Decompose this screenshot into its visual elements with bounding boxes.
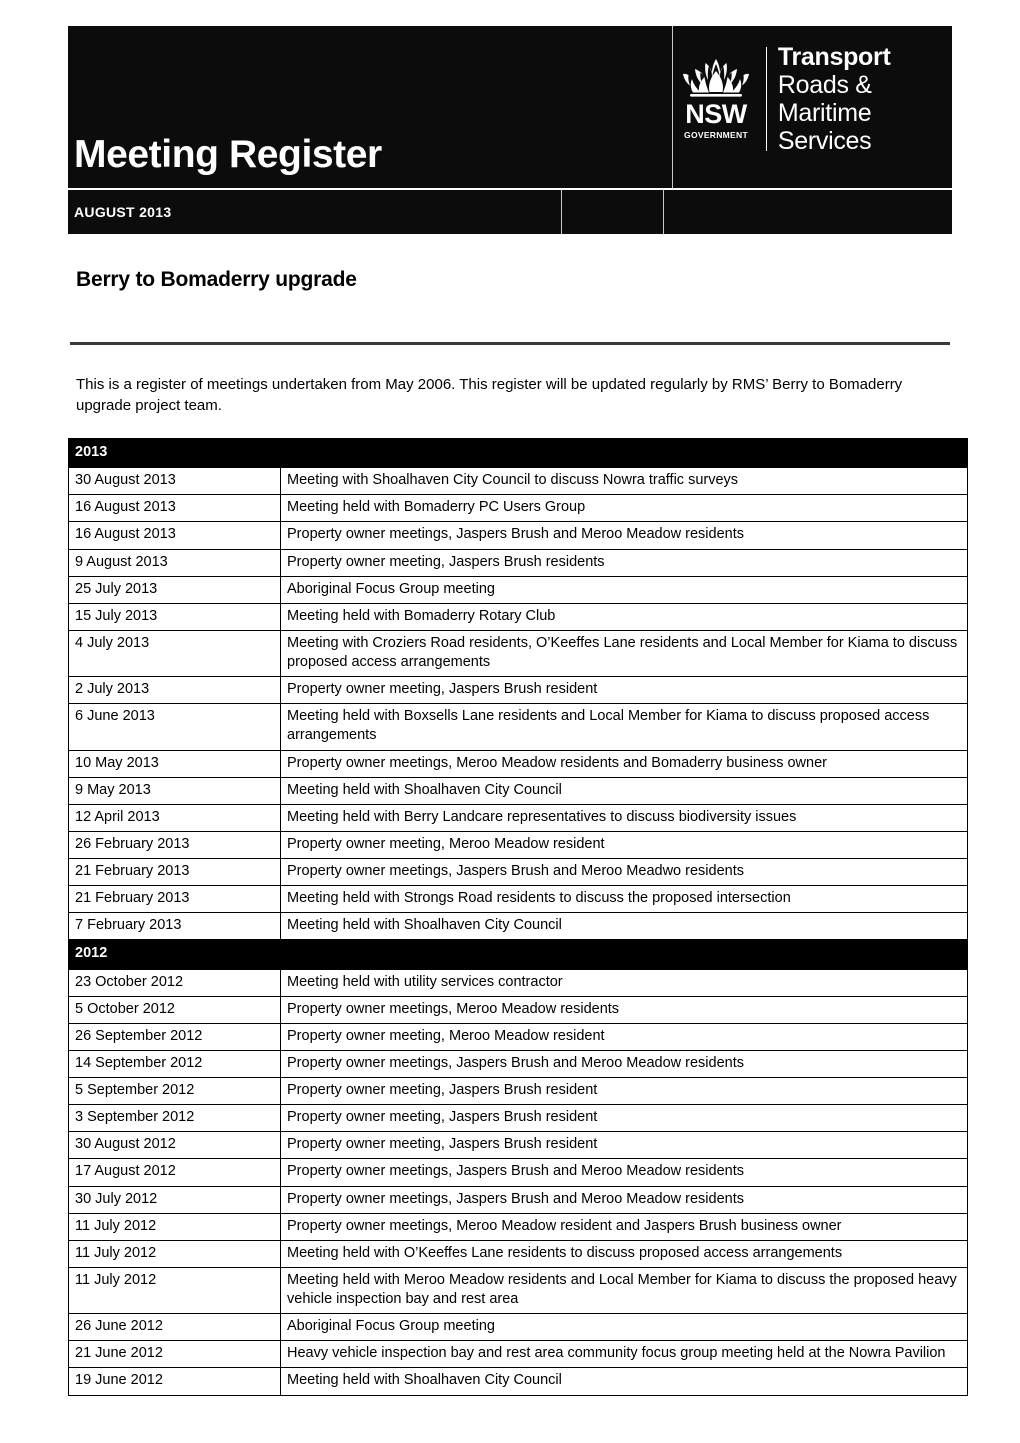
meeting-description-cell: Meeting held with Boxsells Lane residents and Local Member for Kiama to discuss proposed access arrangements bbox=[281, 704, 968, 750]
masthead-date-cell bbox=[68, 190, 561, 234]
meeting-description-cell: Meeting held with O’Keeffes Lane residents to discuss proposed access arrangements bbox=[281, 1240, 968, 1267]
meeting-description-cell: Property owner meeting, Jaspers Brush resident bbox=[281, 1078, 968, 1105]
meeting-date-cell: 17 August 2012 bbox=[69, 1159, 281, 1186]
table-row bbox=[69, 996, 968, 1023]
logo-wordmark-lines bbox=[778, 43, 952, 155]
meeting-date-cell: 12 April 2013 bbox=[69, 804, 281, 831]
table-row bbox=[69, 1267, 968, 1313]
table-row bbox=[69, 1078, 968, 1105]
meeting-date-cell: 21 February 2013 bbox=[69, 886, 281, 913]
meeting-description-cell: Meeting held with utility services contractor bbox=[281, 969, 968, 996]
meeting-date-cell: 3 September 2012 bbox=[69, 1105, 281, 1132]
meeting-date-cell: 11 July 2012 bbox=[69, 1267, 281, 1313]
meeting-description-cell: Property owner meeting, Jaspers Brush resident bbox=[281, 1132, 968, 1159]
issue-date: AUGUST 2013 bbox=[74, 204, 172, 220]
table-row bbox=[69, 1050, 968, 1077]
masthead-top-row bbox=[68, 26, 952, 188]
meeting-date-cell: 26 June 2012 bbox=[69, 1314, 281, 1341]
meeting-date-cell: 30 August 2013 bbox=[69, 468, 281, 495]
meeting-date-cell: 26 February 2013 bbox=[69, 831, 281, 858]
masthead-banner bbox=[68, 26, 952, 234]
table-row bbox=[69, 1105, 968, 1132]
meeting-description-cell: Meeting held with Shoalhaven City Council bbox=[281, 1368, 968, 1395]
year-header-row bbox=[69, 439, 968, 468]
table-row bbox=[69, 1132, 968, 1159]
masthead-title-cell bbox=[68, 26, 672, 188]
meeting-description-cell: Meeting held with Bomaderry Rotary Club bbox=[281, 603, 968, 630]
table-row bbox=[69, 750, 968, 777]
year-header-row bbox=[69, 940, 968, 969]
table-row bbox=[69, 831, 968, 858]
year-label: 2012 bbox=[69, 940, 968, 969]
meeting-date-cell: 21 February 2013 bbox=[69, 859, 281, 886]
meeting-description-cell: Property owner meetings, Jaspers Brush and Meroo Meadow residents bbox=[281, 1159, 968, 1186]
meeting-date-cell: 19 June 2012 bbox=[69, 1368, 281, 1395]
meeting-description-cell: Property owner meetings, Meroo Meadow residents bbox=[281, 996, 968, 1023]
table-row bbox=[69, 886, 968, 913]
meeting-description-cell: Property owner meetings, Jaspers Brush and Meroo Meadow residents bbox=[281, 522, 968, 549]
meeting-description-cell: Meeting held with Shoalhaven City Council bbox=[281, 777, 968, 804]
meeting-description-cell: Meeting with Croziers Road residents, O’Keeffes Lane residents and Local Member for Kiama to discuss proposed access arrangements bbox=[281, 630, 968, 676]
intro-paragraph: This is a register of meetings undertaken from May 2006. This register will be updated regularly by RMS’ Berry to Bomaderry upgrade project team. bbox=[76, 376, 903, 415]
table-row bbox=[69, 630, 968, 676]
meeting-date-cell: 14 September 2012 bbox=[69, 1050, 281, 1077]
meeting-date-cell: 15 July 2013 bbox=[69, 603, 281, 630]
transport-nsw-logo bbox=[677, 43, 952, 155]
table-row bbox=[69, 969, 968, 996]
meeting-description-cell: Property owner meetings, Jaspers Brush and Meroo Meadow residents bbox=[281, 1050, 968, 1077]
year-label: 2013 bbox=[69, 439, 968, 468]
meeting-description-cell: Meeting held with Berry Landcare representatives to discuss biodiversity issues bbox=[281, 804, 968, 831]
page-title: Meeting Register bbox=[74, 133, 382, 176]
masthead-blank-cell-2 bbox=[664, 190, 952, 234]
meeting-date-cell: 2 July 2013 bbox=[69, 677, 281, 704]
table-row bbox=[69, 777, 968, 804]
meeting-description-cell: Property owner meetings, Meroo Meadow residents and Bomaderry business owner bbox=[281, 750, 968, 777]
table-row bbox=[69, 804, 968, 831]
meeting-date-cell: 9 May 2013 bbox=[69, 777, 281, 804]
meeting-date-cell: 30 July 2012 bbox=[69, 1186, 281, 1213]
masthead-blank-cell-1 bbox=[562, 190, 663, 234]
meeting-date-cell: 5 October 2012 bbox=[69, 996, 281, 1023]
meeting-description-cell: Aboriginal Focus Group meeting bbox=[281, 576, 968, 603]
masthead-bottom-row bbox=[68, 190, 952, 234]
heading-divider-rule bbox=[70, 342, 950, 345]
meeting-description-cell: Property owner meeting, Meroo Meadow resident bbox=[281, 1023, 968, 1050]
meeting-date-cell: 23 October 2012 bbox=[69, 969, 281, 996]
government-wordmark: GOVERNMENT bbox=[684, 130, 748, 141]
waratah-icon bbox=[677, 58, 755, 100]
table-row bbox=[69, 1159, 968, 1186]
table-row bbox=[69, 495, 968, 522]
logo-line-roads-maritime: Roads & Maritime bbox=[777, 71, 872, 127]
meeting-description-cell: Meeting with Shoalhaven City Council to discuss Nowra traffic surveys bbox=[281, 468, 968, 495]
meeting-description-cell: Heavy vehicle inspection bay and rest area community focus group meeting held at the Nowra Pavilion bbox=[281, 1341, 968, 1368]
logo-separator-rule bbox=[766, 47, 767, 151]
meeting-date-cell: 11 July 2012 bbox=[69, 1240, 281, 1267]
meeting-date-cell: 5 September 2012 bbox=[69, 1078, 281, 1105]
meeting-register-table bbox=[68, 438, 968, 1396]
meeting-date-cell: 26 September 2012 bbox=[69, 1023, 281, 1050]
meeting-description-cell: Property owner meeting, Meroo Meadow resident bbox=[281, 831, 968, 858]
meeting-description-cell: Property owner meetings, Meroo Meadow resident and Jaspers Brush business owner bbox=[281, 1213, 968, 1240]
document-heading: Berry to Bomaderry upgrade bbox=[76, 268, 357, 291]
table-row bbox=[69, 1368, 968, 1395]
meeting-date-cell: 7 February 2013 bbox=[69, 913, 281, 940]
meeting-description-cell: Aboriginal Focus Group meeting bbox=[281, 1314, 968, 1341]
nsw-government-logo bbox=[677, 58, 755, 140]
meeting-description-cell: Meeting held with Strongs Road residents to discuss the proposed intersection bbox=[281, 886, 968, 913]
table-row bbox=[69, 603, 968, 630]
meeting-date-cell: 16 August 2013 bbox=[69, 522, 281, 549]
meeting-description-cell: Property owner meeting, Jaspers Brush resident bbox=[281, 1105, 968, 1132]
table-row bbox=[69, 1240, 968, 1267]
meeting-description-cell: Property owner meeting, Jaspers Brush resident bbox=[281, 677, 968, 704]
nsw-wordmark: NSW bbox=[685, 99, 747, 130]
table-row bbox=[69, 1213, 968, 1240]
table-row bbox=[69, 468, 968, 495]
table-row bbox=[69, 1314, 968, 1341]
meeting-description-cell: Property owner meetings, Jaspers Brush and Meroo Meadow residents bbox=[281, 1186, 968, 1213]
logo-line-transport: Transport bbox=[777, 43, 891, 71]
meeting-date-cell: 11 July 2012 bbox=[69, 1213, 281, 1240]
meeting-description-cell: Meeting held with Bomaderry PC Users Group bbox=[281, 495, 968, 522]
table-row bbox=[69, 522, 968, 549]
meeting-date-cell: 25 July 2013 bbox=[69, 576, 281, 603]
meeting-date-cell: 9 August 2013 bbox=[69, 549, 281, 576]
meeting-description-cell: Property owner meetings, Jaspers Brush and Meroo Meadwo residents bbox=[281, 859, 968, 886]
meeting-description-cell: Meeting held with Shoalhaven City Council bbox=[281, 913, 968, 940]
table-row bbox=[69, 913, 968, 940]
table-row bbox=[69, 704, 968, 750]
table-row bbox=[69, 1023, 968, 1050]
table-row bbox=[69, 859, 968, 886]
table-row bbox=[69, 1341, 968, 1368]
meeting-date-cell: 21 June 2012 bbox=[69, 1341, 281, 1368]
table-row bbox=[69, 549, 968, 576]
table-row bbox=[69, 1186, 968, 1213]
meeting-date-cell: 30 August 2012 bbox=[69, 1132, 281, 1159]
meeting-date-cell: 4 July 2013 bbox=[69, 630, 281, 676]
register-table-body bbox=[69, 439, 968, 1396]
logo-line-services: Services bbox=[777, 127, 872, 155]
meeting-date-cell: 10 May 2013 bbox=[69, 750, 281, 777]
table-row bbox=[69, 677, 968, 704]
meeting-date-cell: 16 August 2013 bbox=[69, 495, 281, 522]
meeting-date-cell: 6 June 2013 bbox=[69, 704, 281, 750]
table-row bbox=[69, 576, 968, 603]
meeting-description-cell: Property owner meeting, Jaspers Brush residents bbox=[281, 549, 968, 576]
masthead-logo-cell bbox=[673, 26, 952, 188]
meeting-description-cell: Meeting held with Meroo Meadow residents and Local Member for Kiama to discuss the proposed heavy vehicle inspection bay and rest area bbox=[281, 1267, 968, 1313]
